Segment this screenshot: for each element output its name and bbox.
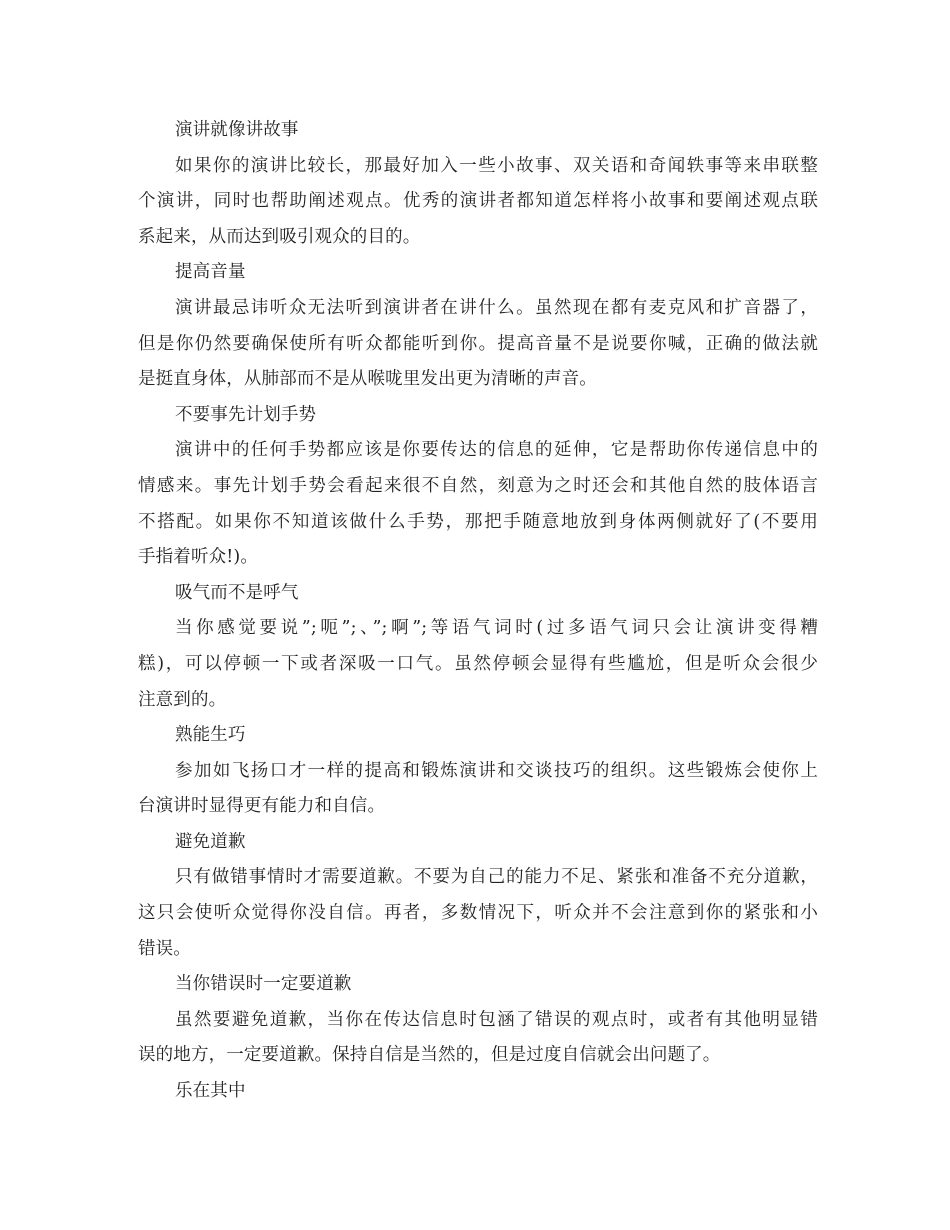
section-heading: 乐在其中 — [175, 1081, 246, 1102]
paragraph-line: 手指着听众!)。 — [138, 547, 259, 568]
section-heading: 不要事先计划手势 — [175, 404, 317, 425]
paragraph-line: 只有做错事情时才需要道歉。不要为自己的能力不足、紧张和准备不充分道歉， — [175, 867, 818, 888]
paragraph-line: 如果你的演讲比较长，那最好加入一些小故事、双关语和奇闻轶事等来串联整 — [175, 155, 818, 176]
paragraph-line: 情感来。事先计划手势会看起来很不自然，刻意为之时还会和其他自然的肢体语言 — [138, 475, 818, 496]
paragraph-line: 虽然要避免道歉，当你在传达信息时包涵了错误的观点时，或者有其他明显错 — [175, 1009, 818, 1030]
paragraph-line: 但是你仍然要确保使所有听众都能听到你。提高音量不是说要你喊，正确的做法就 — [138, 333, 818, 354]
section-heading: 吸气而不是呼气 — [175, 582, 299, 603]
document-page — [138, 113, 818, 1110]
paragraph-line: 误的地方，一定要道歉。保持自信是当然的，但是过度自信就会出问题了。 — [138, 1045, 721, 1066]
section-heading: 演讲就像讲故事 — [175, 120, 299, 140]
paragraph-line: 错误。 — [138, 938, 191, 959]
paragraph-line: 个演讲，同时也帮助阐述观点。优秀的演讲者都知道怎样将小故事和要阐述观点联 — [138, 191, 818, 212]
paragraph-line: 当你感觉要说”;呃”;、”;啊”;等语气词时(过多语气词只会让演讲变得糟 — [175, 618, 818, 639]
section-heading: 熟能生巧 — [175, 725, 246, 746]
section-heading: 当你错误时一定要道歉 — [175, 974, 352, 995]
section-heading: 避免道歉 — [175, 831, 246, 852]
paragraph-line: 注意到的。 — [138, 689, 227, 710]
paragraph-line: 是挺直身体，从肺部而不是从喉咙里发出更为清晰的声音。 — [138, 369, 597, 390]
paragraph-line: 演讲中的任何手势都应该是你要传达的信息的延伸，它是帮助你传递信息中的 — [175, 440, 818, 461]
paragraph-line: 系起来，从而达到吸引观众的目的。 — [138, 226, 421, 247]
paragraph-line: 不搭配。如果你不知道该做什么手势，那把手随意地放到身体两侧就好了(不要用 — [138, 511, 818, 532]
paragraph-line: 演讲最忌讳听众无法听到演讲者在讲什么。虽然现在都有麦克风和扩音器了， — [175, 297, 818, 318]
paragraph-line: 台演讲时显得更有能力和自信。 — [138, 796, 386, 817]
paragraph-line: 参加如飞扬口才一样的提高和锻炼演讲和交谈技巧的组织。这些锻炼会使你上 — [175, 760, 818, 781]
section-heading: 提高音量 — [175, 262, 246, 283]
paragraph-line: 糕)，可以停顿一下或者深吸一口气。虽然停顿会显得有些尴尬，但是听众会很少 — [138, 653, 818, 674]
paragraph-line: 这只会使听众觉得你没自信。再者，多数情况下，听众并不会注意到你的紧张和小 — [138, 903, 818, 924]
